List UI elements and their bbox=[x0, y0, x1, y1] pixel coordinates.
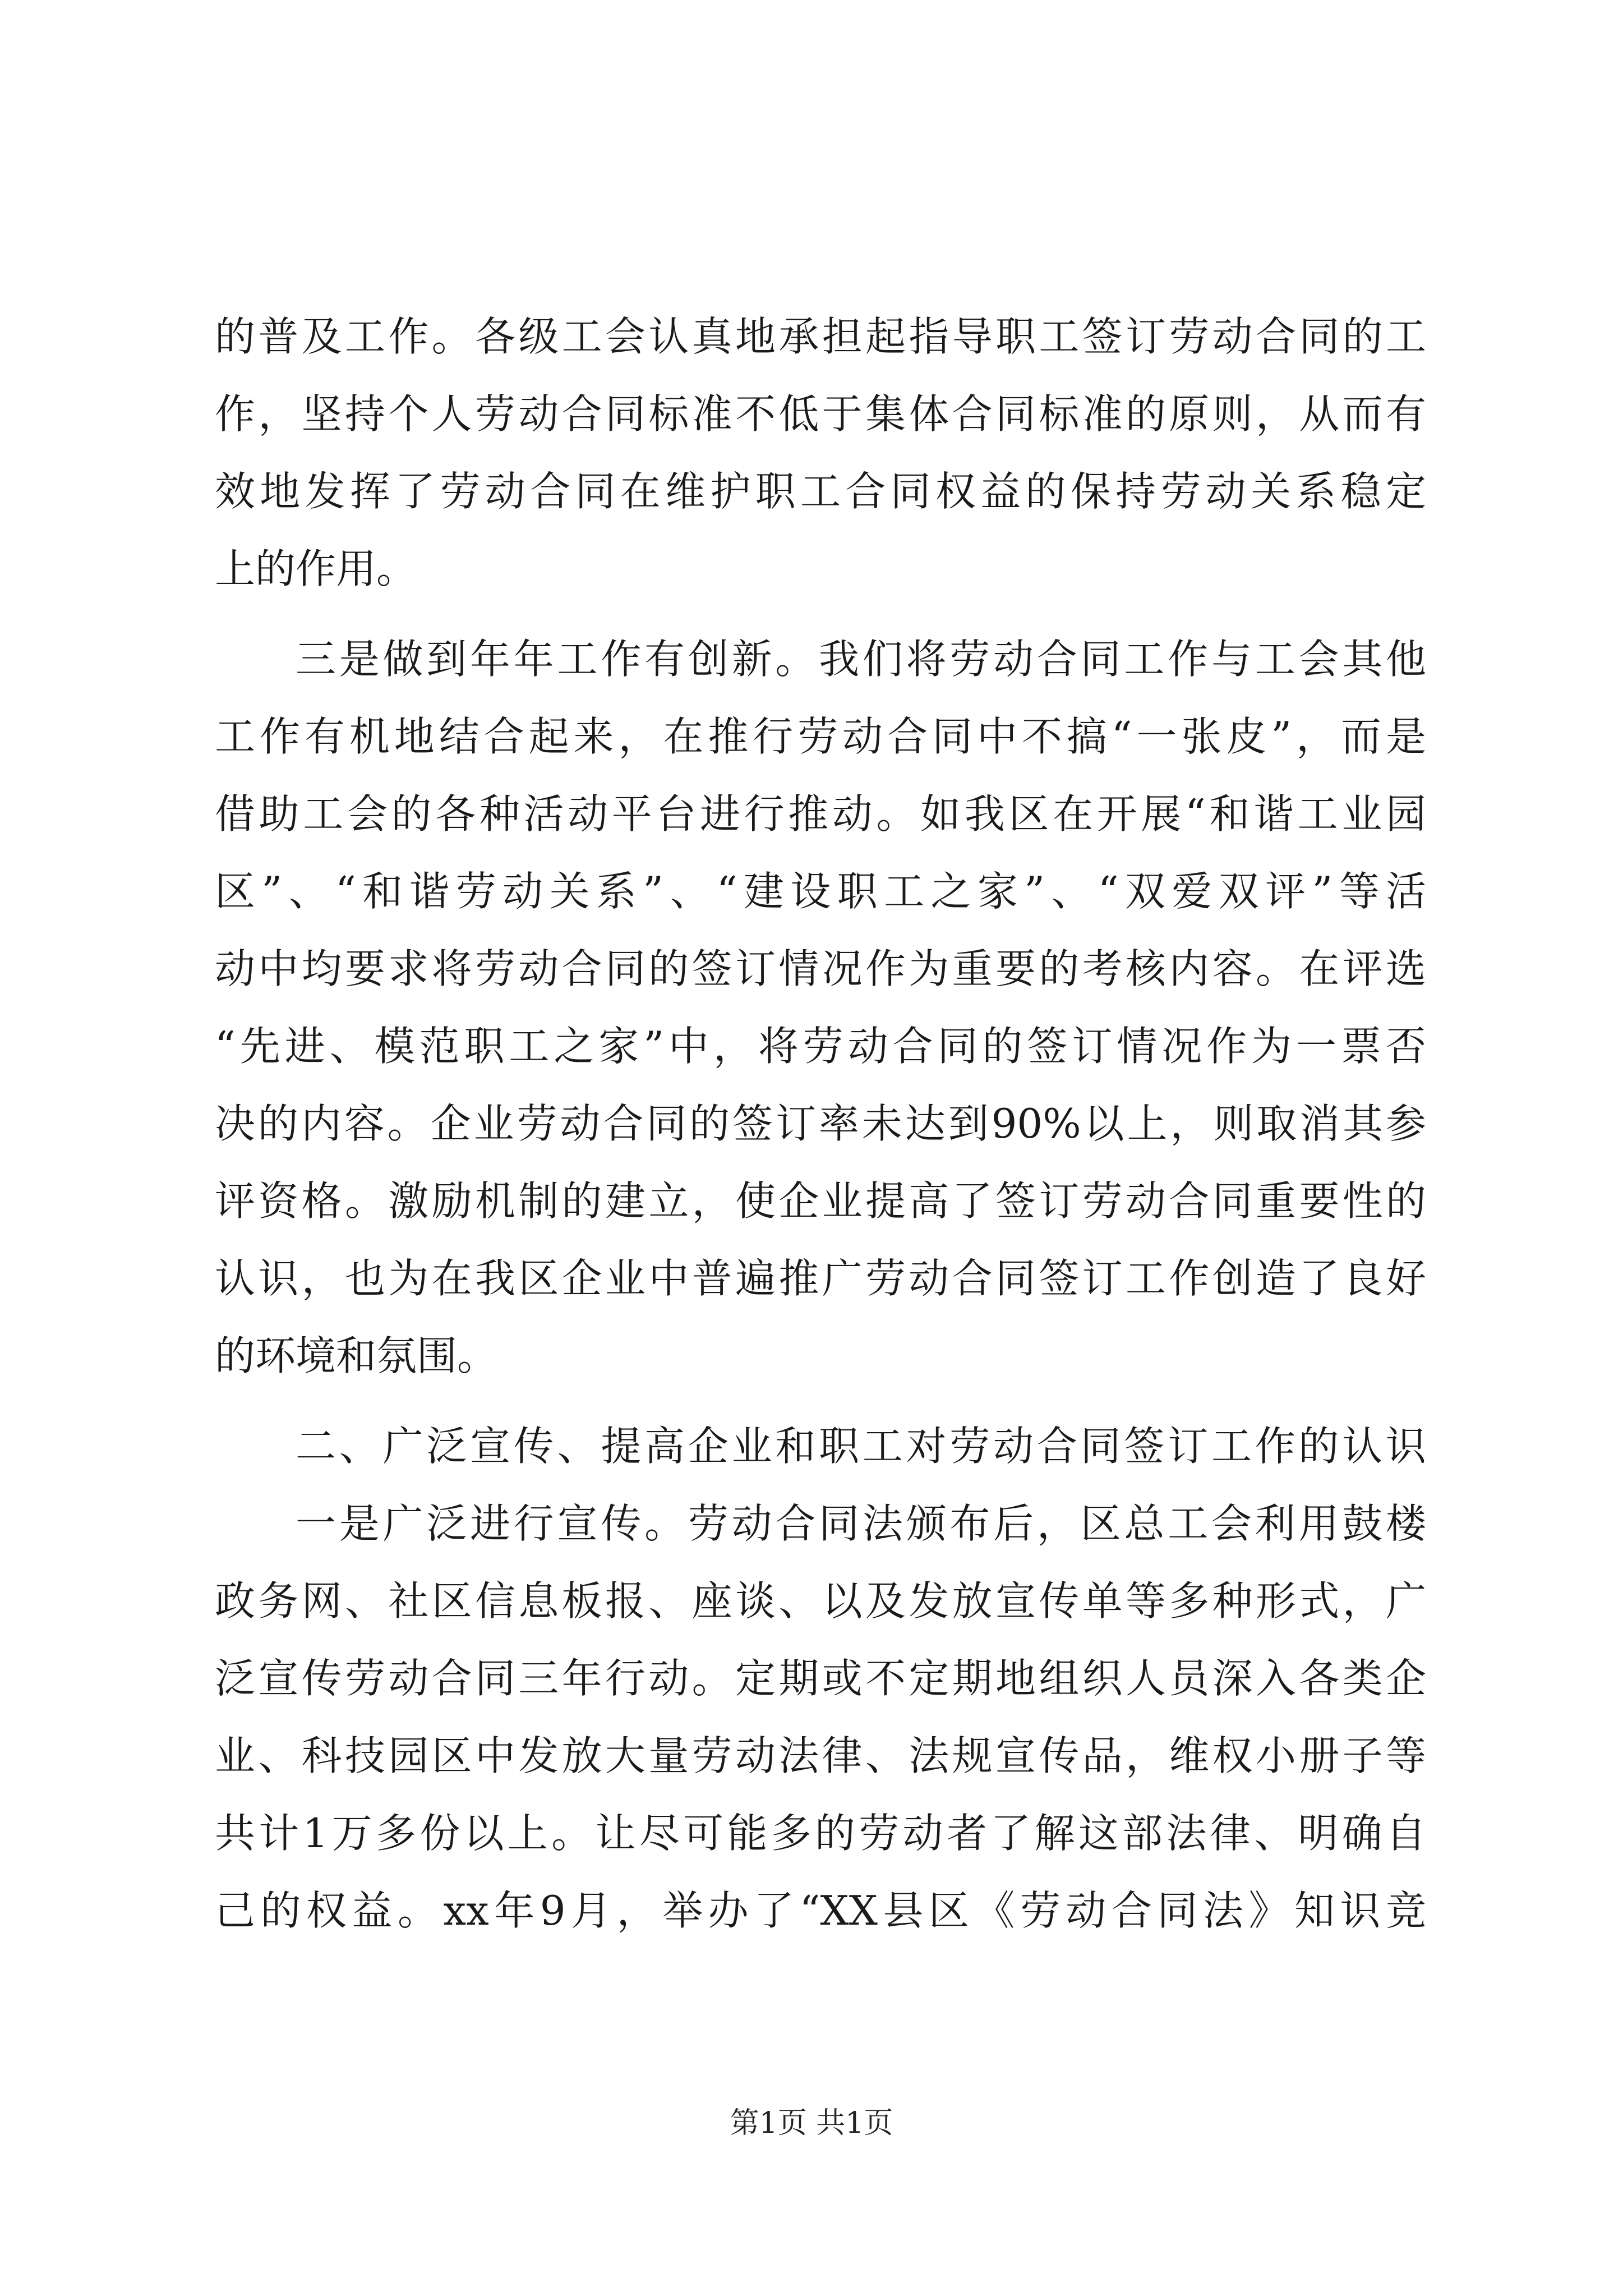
text-line: 决的内容。企业劳动合同的签订率未达到90%以上，则取消其参 bbox=[215, 1100, 1426, 1147]
text-line: 工作有机地结合起来，在推行劳动合同中不搞“一张皮”，而是 bbox=[215, 713, 1426, 760]
text-line: 泛宣传劳动合同三年行动。定期或不定期地组织人员深入各类企 bbox=[215, 1655, 1426, 1702]
text-line: “先进、模范职工之家”中，将劳动合同的签订情况作为一票否 bbox=[215, 1023, 1426, 1070]
text-line: 己的权益。xx年9月，举办了“XX县区《劳动合同法》知识竞 bbox=[215, 1887, 1426, 1934]
text-line: 借助工会的各种活动平台进行推动。如我区在开展“和谐工业园 bbox=[215, 790, 1426, 838]
page-footer: 第1页 共1页 bbox=[730, 2106, 893, 2140]
text-line: 评资格。激励机制的建立，使企业提高了签订劳动合同重要性的 bbox=[215, 1177, 1426, 1225]
text-line: 上的作用。 bbox=[215, 545, 417, 592]
text-line: 效地发挥了劳动合同在维护职工合同权益的保持劳动关系稳定 bbox=[215, 468, 1426, 515]
section-heading: 二、广泛宣传、提高企业和职工对劳动合同签订工作的认识 bbox=[296, 1423, 1426, 1470]
text-line: 认识，也为在我区企业中普遍推广劳动合同签订工作创造了良好 bbox=[215, 1255, 1426, 1302]
text-line: 的环境和氛围。 bbox=[215, 1332, 498, 1379]
text-line: 共计1万多份以上。让尽可能多的劳动者了解这部法律、明确自 bbox=[215, 1810, 1426, 1857]
text-line: 政务网、社区信息板报、座谈、以及发放宣传单等多种形式，广 bbox=[215, 1577, 1426, 1625]
text-line: 作，坚持个人劳动合同标准不低于集体合同标准的原则，从而有 bbox=[215, 390, 1426, 438]
text-line: 业、科技园区中发放大量劳动法律、法规宣传品，维权小册子等 bbox=[215, 1732, 1426, 1779]
paragraph-first-line: 三是做到年年工作有创新。我们将劳动合同工作与工会其他 bbox=[296, 636, 1426, 683]
text-line: 的普及工作。各级工会认真地承担起指导职工签订劳动合同的工 bbox=[215, 313, 1426, 360]
text-line: 动中均要求将劳动合同的签订情况作为重要的考核内容。在评选 bbox=[215, 945, 1426, 992]
text-line: 区”、“和谐劳动关系”、“建设职工之家”、“双爱双评”等活 bbox=[215, 868, 1426, 915]
paragraph-first-line: 一是广泛进行宣传。劳动合同法颁布后，区总工会利用鼓楼 bbox=[296, 1500, 1426, 1547]
